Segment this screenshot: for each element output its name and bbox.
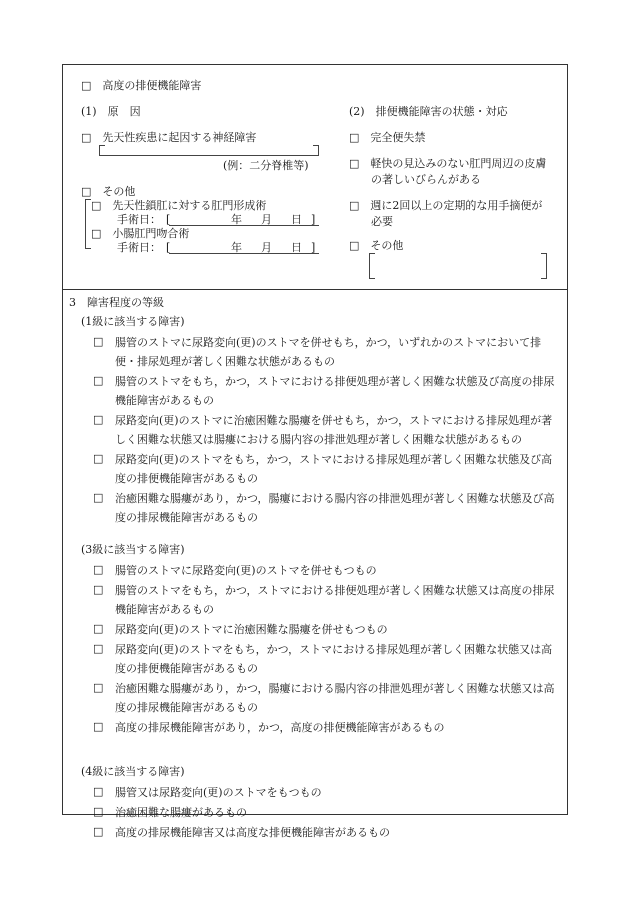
checkbox-icon[interactable]: □ xyxy=(93,642,104,655)
disability-form-frame xyxy=(62,64,568,839)
grade1-item[interactable] xyxy=(93,489,563,527)
grade1-item-text: 尿路変向(更)のストマをもち，かつ，ストマにおける排尿処理が著しく困難な状態及び高度の排便機能障害があるもの xyxy=(115,453,553,485)
bowel-dysfunction-checkbox-label[interactable]: □ 高度の排便機能障害 xyxy=(81,79,202,92)
grade3-item[interactable] xyxy=(93,561,563,580)
grade4-item[interactable] xyxy=(93,803,563,822)
checkbox-icon[interactable]: □ xyxy=(93,720,104,733)
grade3-item[interactable] xyxy=(93,620,563,639)
anoplasty-checkbox[interactable]: □ 先天性鎖肛に対する肛門形成術 xyxy=(91,199,267,212)
grade3-item-text: 高度の排尿機能障害があり，かつ，高度の排便機能障害があるもの xyxy=(115,721,445,734)
status-erosion-checkbox[interactable]: □ 軽快の見込みのない肛門周辺の皮膚 xyxy=(349,157,547,170)
grade1-item-text: 尿路変向(更)のストマに治癒困難な腸瘻を併せもち，かつ，ストマにおける排尿処理が著しく困難な状態又は腸瘻における腸内容の排泄処理が著しく困難な状態があるもの xyxy=(115,414,553,446)
grade1-title: (1級に該当する障害) xyxy=(81,315,185,328)
surgery-year-2: 年 xyxy=(231,241,242,254)
grade1-item[interactable] xyxy=(93,372,563,410)
checkbox-icon[interactable]: □ xyxy=(93,583,104,596)
surgery-date-bracket-2: [ xyxy=(166,241,171,254)
checkbox-icon[interactable]: □ xyxy=(93,335,104,348)
grade3-item-text: 尿路変向(更)のストマをもち，かつ，ストマにおける排尿処理が著しく困難な状態又は高度の排便機能障害があるもの xyxy=(115,643,553,675)
status-manual-disimpaction-cont: 必要 xyxy=(371,215,393,228)
grade3-item-text: 治癒困難な腸瘻があり，かつ，腸瘻における腸内容の排泄処理が著しく困難な状態又は高度の排尿機能障害があるもの xyxy=(115,682,555,714)
status-incontinence-checkbox[interactable]: □ 完全便失禁 xyxy=(349,131,426,144)
checkbox-icon[interactable]: □ xyxy=(93,452,104,465)
surgery-date-bracket-end-1: ] xyxy=(311,213,316,226)
grade3-item[interactable] xyxy=(93,581,563,619)
cause-heading: (1) 原 因 xyxy=(81,105,141,118)
grade4-item-text: 治癒困難な腸瘻があるもの xyxy=(115,806,247,819)
grade3-item-text: 腸管のストマをもち，かつ，ストマにおける排便処理が著しく困難な状態又は高度の排尿機能障害があるもの xyxy=(115,584,555,616)
grade4-item-text: 高度の排尿機能障害又は高度な排便機能障害があるもの xyxy=(115,826,390,839)
grade1-item-text: 腸管のストマをもち，かつ，ストマにおける排便処理が著しく困難な状態及び高度の排尿機能障害があるもの xyxy=(115,375,555,407)
ileoanal-anastomosis-checkbox[interactable]: □ 小腸肛門吻合術 xyxy=(91,227,190,240)
grade4-title: (4級に該当する障害) xyxy=(81,765,185,778)
grade1-item-text: 治癒困難な腸瘻があり，かつ，腸瘻における腸内容の排泄処理が著しく困難な状態及び高度の排尿機能障害があるもの xyxy=(115,492,555,524)
surgery-day-1: 日 xyxy=(291,213,302,226)
cause-congenital-checkbox[interactable]: □ 先天性疾患に起因する神経障害 xyxy=(81,131,257,144)
cause-other-checkbox[interactable]: □ その他 xyxy=(81,185,136,198)
grade3-item-text: 尿路変向(更)のストマに治癒困難な腸瘻を併せもつもの xyxy=(115,623,388,636)
surgery-date-label-2: 手術日： xyxy=(117,241,161,254)
checkbox-icon[interactable]: □ xyxy=(93,825,104,838)
grade3-item[interactable] xyxy=(93,640,563,678)
grade3-item[interactable] xyxy=(93,679,563,717)
checkbox-icon[interactable]: □ xyxy=(93,413,104,426)
checkbox-icon[interactable]: □ xyxy=(93,681,104,694)
grade4-item-text: 腸管又は尿路変向(更)のストマをもつもの xyxy=(115,786,322,799)
grade1-item-text: 腸管のストマに尿路変向(更)のストマを併せもち，かつ，いずれかのストマにおいて排便・排尿処理が著しく困難な状態があるもの xyxy=(115,336,542,368)
cause-example-note: (例：二分脊椎等) xyxy=(223,159,309,172)
checkbox-icon[interactable]: □ xyxy=(93,491,104,504)
status-manual-disimpaction-checkbox[interactable]: □ 週に2回以上の定期的な用手摘便が xyxy=(349,199,543,212)
grade3-title: (3級に該当する障害) xyxy=(81,543,185,556)
grade1-item[interactable] xyxy=(93,450,563,488)
grade4-item[interactable] xyxy=(93,783,563,802)
status-heading: (2) 排便機能障害の状態・対応 xyxy=(349,105,508,118)
surgery-year-1: 年 xyxy=(231,213,242,226)
bowel-dysfunction-section xyxy=(63,65,567,290)
grade3-item[interactable] xyxy=(93,718,563,737)
surgery-date-label-1: 手術日： xyxy=(117,213,161,226)
grade1-item[interactable] xyxy=(93,411,563,449)
checkbox-icon[interactable]: □ xyxy=(93,805,104,818)
checkbox-icon[interactable]: □ xyxy=(93,563,104,576)
grade3-item-text: 腸管のストマに尿路変向(更)のストマを併せもつもの xyxy=(115,564,377,577)
surgery-day-2: 日 xyxy=(291,241,302,254)
checkbox-icon[interactable]: □ xyxy=(93,785,104,798)
surgery-date-bracket-1: [ xyxy=(166,213,171,226)
grade4-item[interactable] xyxy=(93,823,563,842)
checkbox-icon[interactable]: □ xyxy=(93,622,104,635)
status-other-checkbox[interactable]: □ その他 xyxy=(349,239,404,252)
checkbox-icon[interactable]: □ xyxy=(93,374,104,387)
status-other-field[interactable] xyxy=(375,255,541,277)
cause-bracket-right xyxy=(313,145,319,156)
cause-detail-field[interactable] xyxy=(99,155,319,156)
grade-section-title: 3 障害程度の等級 xyxy=(69,296,164,309)
status-other-bracket-right xyxy=(541,253,547,279)
surgery-date-bracket-end-2: ] xyxy=(311,241,316,254)
surgery-month-1: 月 xyxy=(261,213,272,226)
surgery-month-2: 月 xyxy=(261,241,272,254)
status-erosion-cont: の著しいびらんがある xyxy=(371,173,481,186)
grade1-item[interactable] xyxy=(93,333,563,371)
